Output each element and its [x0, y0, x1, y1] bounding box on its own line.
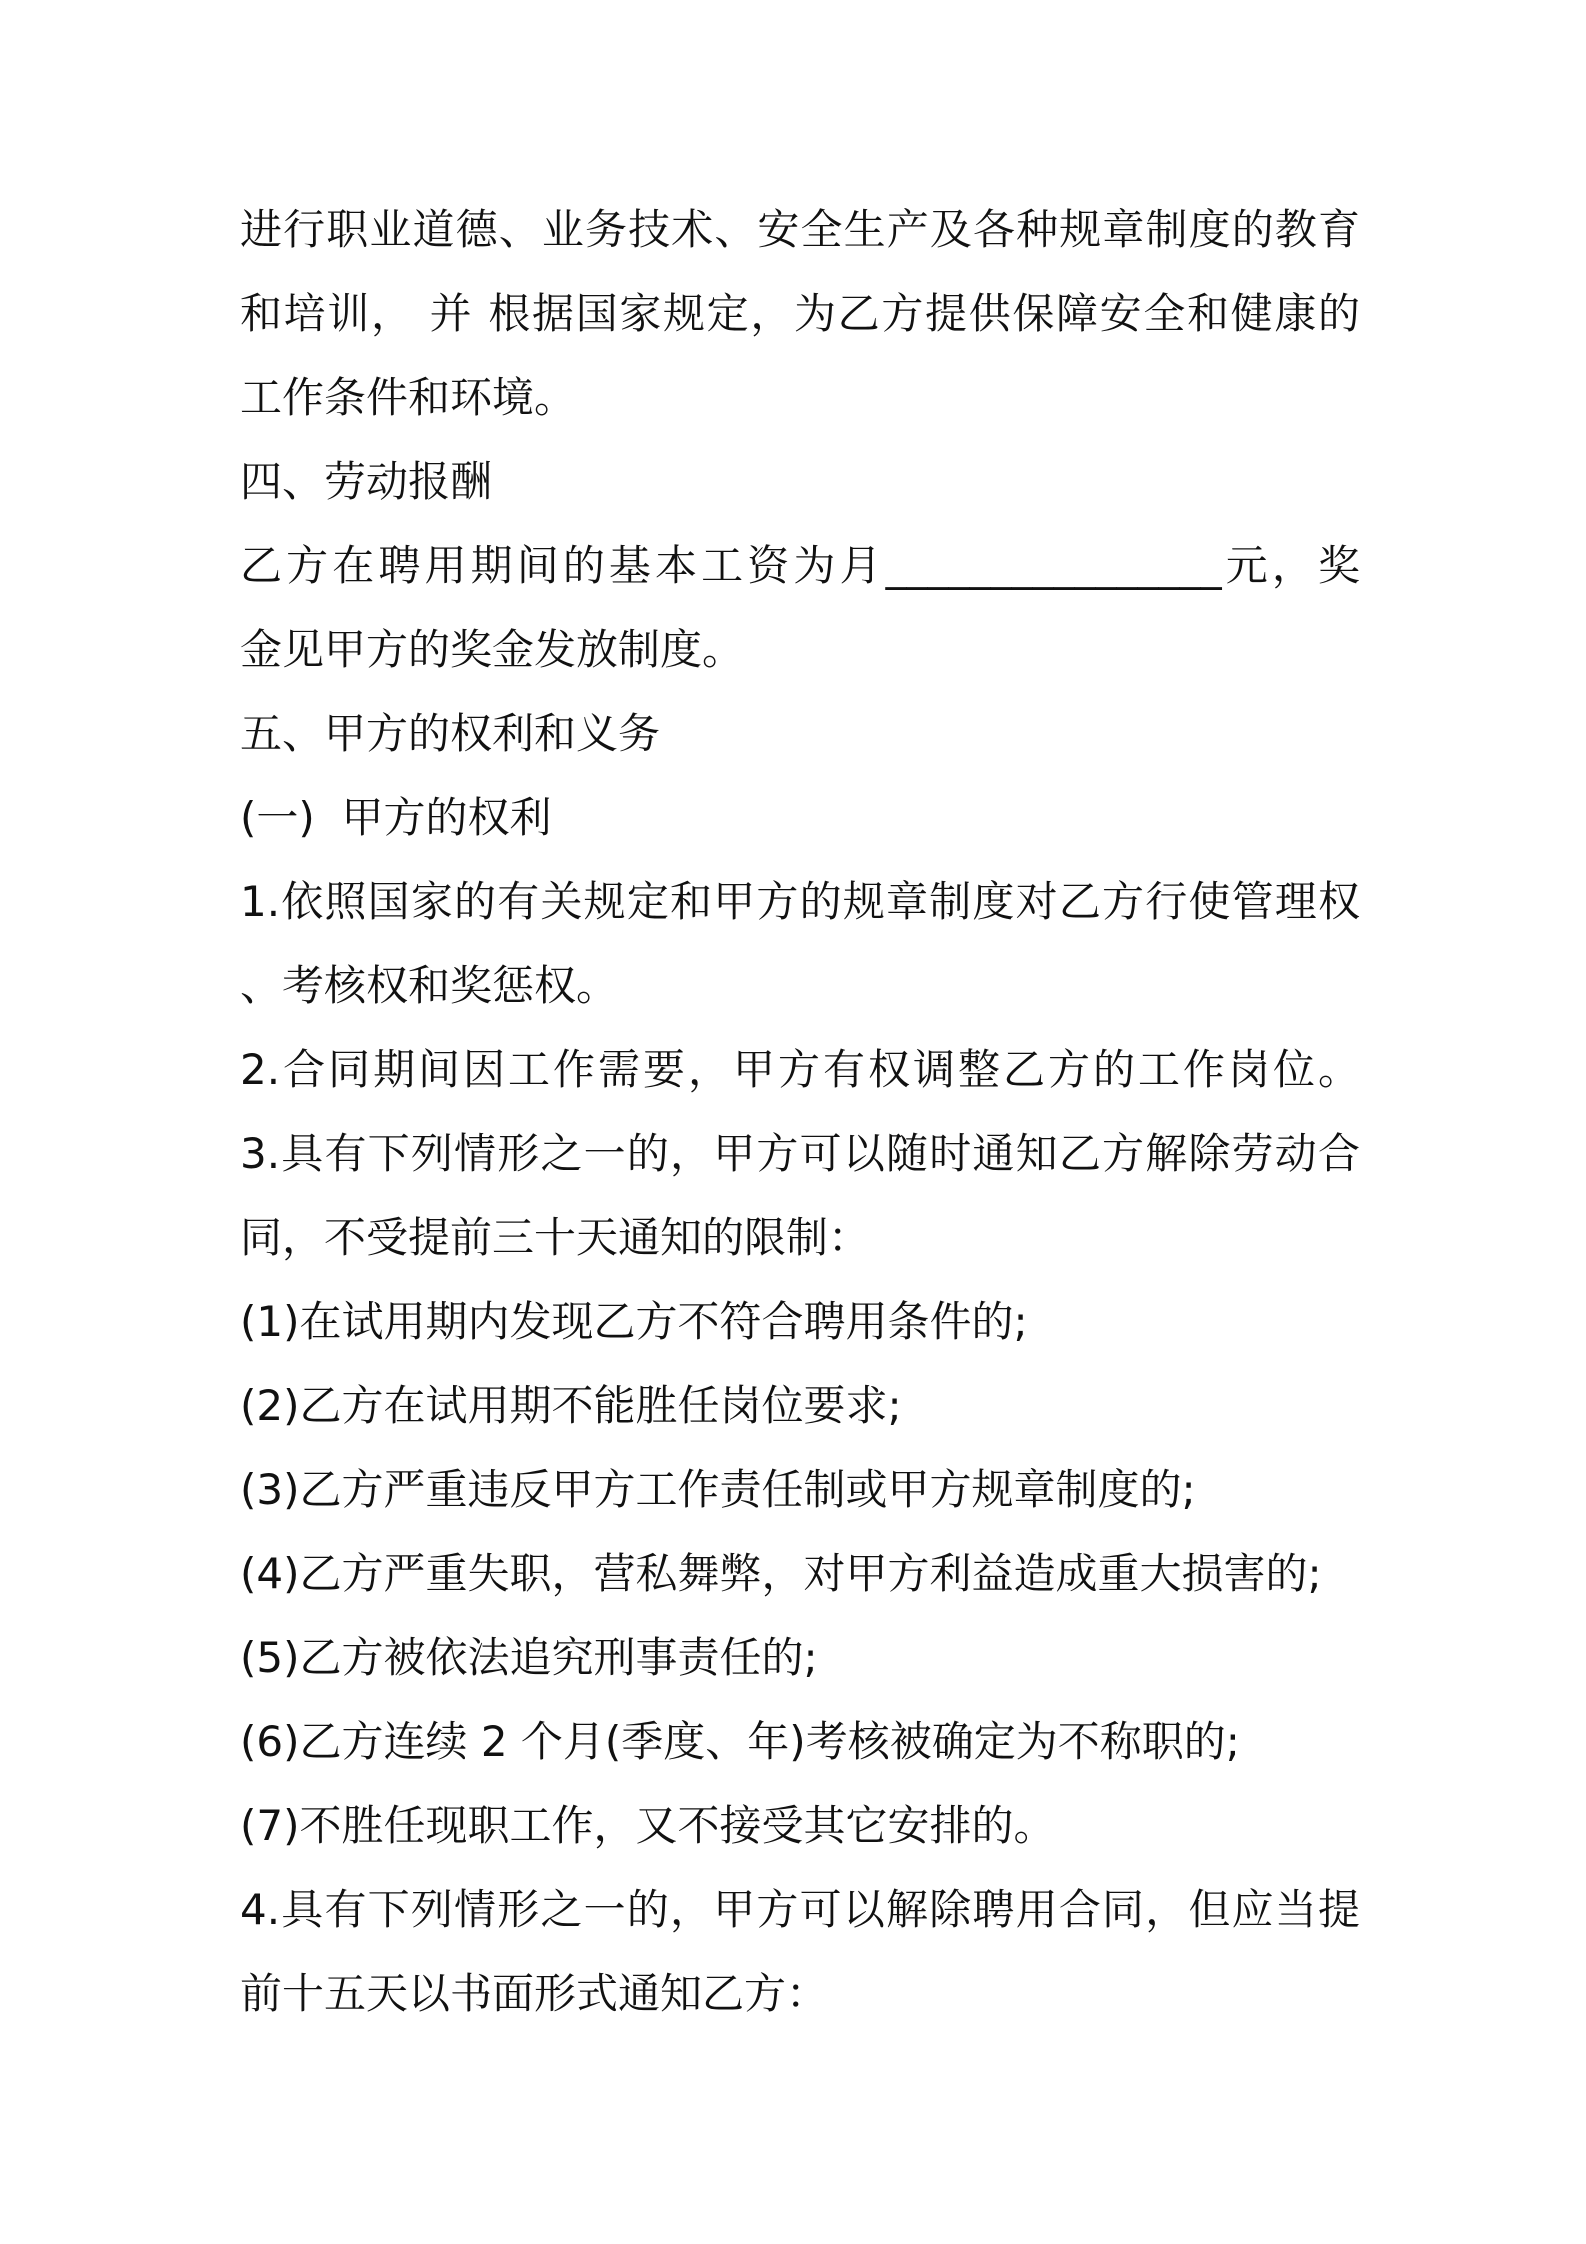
list-item: (2)乙方在试用期不能胜任岗位要求; — [240, 1381, 902, 1430]
text-line: 乙方在聘用期间的基本工资为月________________元，奖 — [240, 541, 1360, 590]
document-page — [240, 200, 1360, 2048]
text-line: 4.具有下列情形之一的，甲方可以解除聘用合同，但应当提 — [240, 1885, 1360, 1934]
list-item: (1)在试用期内发现乙方不符合聘用条件的; — [240, 1297, 1028, 1346]
text-line: 同，不受提前三十天通知的限制： — [240, 1213, 871, 1262]
text-line: 3.具有下列情形之一的，甲方可以随时通知乙方解除劳动合 — [240, 1129, 1360, 1178]
text-line: 工作条件和环境。 — [240, 373, 577, 422]
section-heading: 五、甲方的权利和义务 — [240, 709, 661, 758]
text-line: 进行职业道德、业务技术、安全生产及各种规章制度的教育 — [240, 205, 1360, 254]
section-heading: 四、劳动报酬 — [240, 457, 493, 506]
list-item: (5)乙方被依法追究刑事责任的; — [240, 1633, 818, 1682]
list-item: (6)乙方连续 2 个月(季度、年)考核被确定为不称职的; — [240, 1717, 1240, 1766]
list-item: (3)乙方严重违反甲方工作责任制或甲方规章制度的; — [240, 1465, 1196, 1514]
text-line: 1.依照国家的有关规定和甲方的规章制度对乙方行使管理权 — [240, 877, 1360, 926]
list-item: (4)乙方严重失职，营私舞弊，对甲方利益造成重大损害的; — [240, 1549, 1322, 1598]
text-line: 前十五天以书面形式通知乙方： — [240, 1969, 829, 2018]
subsection-heading: (一) 甲方的权利 — [240, 793, 552, 842]
text-line: 、考核权和奖惩权。 — [240, 961, 619, 1010]
text-line: 金见甲方的奖金发放制度。 — [240, 625, 745, 674]
list-item: (7)不胜任现职工作，又不接受其它安排的。 — [240, 1801, 1056, 1850]
text-line: 和培训， 并 根据国家规定，为乙方提供保障安全和健康的 — [240, 289, 1360, 338]
text-line: 2.合同期间因工作需要，甲方有权调整乙方的工作岗位。 — [240, 1045, 1360, 1094]
